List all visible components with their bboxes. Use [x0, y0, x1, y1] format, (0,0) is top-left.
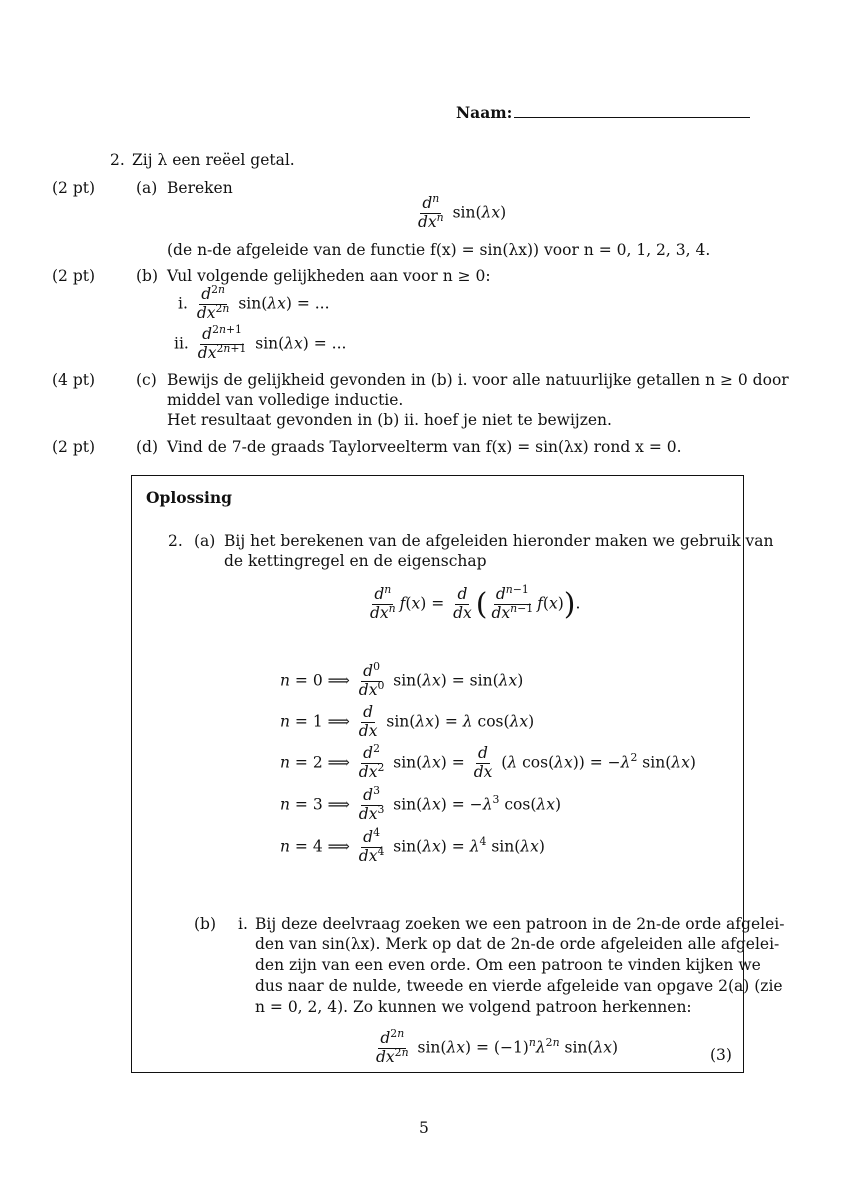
derivative-n3: n = 3 ⟹ $\frac{d^3}{dx^3}$ $\sin(\lambda x) = -\lambda^3$ cos(λx) [280, 783, 562, 823]
label-b: (b) [136, 267, 159, 285]
name-field [456, 103, 750, 123]
solution-a-text2: de kettingregel en de eigenschap [224, 552, 487, 570]
solution-b-line5: n = 0, 2, 4). Zo kunnen we volgend patroon herkennen: [255, 998, 692, 1016]
text-c2: middel van volledige inductie. [167, 391, 404, 409]
derivative-n1: n = 1 ⟹ $\frac{d}{dx}$ sin(λx) = λ cos(λx) [280, 703, 535, 740]
question-number: 2. [110, 151, 125, 169]
note-a: (de n-de afgeleide van de functie f(x) = sin(λx)) voor n = 0, 1, 2, 3, 4. [167, 241, 711, 259]
chain-rule-formula: $\frac{d^n}{dx^n}$ f(x) = $\frac{d}{dx}$ ( $\frac{d^{n-1}}{dx^{n-1}}$ f(x)). [370, 583, 581, 622]
name-line [514, 103, 750, 118]
text-d: Vind de 7-de graads Taylorveelterm van f(x) = sin(λx) rond x = 0. [167, 438, 682, 456]
b-i-label: i. [178, 294, 188, 313]
solution-b-i: i. [238, 915, 248, 933]
solution-a-label: (a) [194, 532, 216, 550]
label-d: (d) [136, 438, 159, 456]
derivative-n4: n = 4 ⟹ $\frac{d^4}{dx^4}$ $\sin(\lambda x) = \lambda^4$ sin(λx) [280, 825, 545, 865]
points-c: (4 pt) [52, 371, 96, 389]
equation-number: (3) [710, 1046, 732, 1064]
label-c: (c) [136, 371, 157, 389]
b-item-i: i. $\frac{d^{2n}}{dx^{2n}}$ sin(λx) = ... [178, 282, 330, 322]
text-c3: Het resultaat gevonden in (b) ii. hoef je niet te bewijzen. [167, 411, 612, 429]
name-label: Naam: [456, 103, 513, 122]
points-b: (2 pt) [52, 267, 96, 285]
points-d: (2 pt) [52, 438, 96, 456]
solution-number: 2. [168, 532, 183, 550]
pattern-formula: $\frac{d^{2n}}{dx^{2n}}$ $\sin(\lambda x) = (-1)^n\lambda^{2n}$ sin(λx) [376, 1026, 619, 1066]
solution-b-line1: Bij deze deelvraag zoeken we een patroon in de 2n-de orde afgelei- [255, 915, 785, 933]
text-c1: Bewijs de gelijkheid gevonden in (b) i. voor alle natuurlijke getallen n ≥ 0 door [167, 371, 789, 389]
b-ii-label: ii. [174, 334, 189, 353]
text-a: Bereken [167, 179, 233, 197]
solution-b-label: (b) [194, 915, 217, 933]
b-item-ii: ii. $\frac{d^{2n+1}}{dx^{2n+1}}$ sin(λx) = ... [174, 322, 347, 362]
solution-b-line2: den van sin(λx). Merk op dat de 2n-de orde afgeleiden alle afgelei- [255, 935, 780, 953]
derivative-n2: n = 2 ⟹ $\frac{d^2}{dx^2}$ sin(λx) = $\frac{d}{dx}$ (λ $\cos(\lambda x)) = -\lambda^2$ sin(λx) [280, 741, 696, 781]
solution-a-text1: Bij het berekenen van de afgeleiden hieronder maken we gebruik van [224, 532, 774, 550]
text-b: Vul volgende gelijkheden aan voor n ≥ 0: [167, 267, 491, 285]
formula-a: $\frac{d^n}{dx^n}$ sin(λx) [418, 191, 507, 231]
solution-b-line4: dus naar de nulde, tweede en vierde afgeleide van opgave 2(a) (zie [255, 977, 783, 995]
label-a: (a) [136, 179, 158, 197]
question-intro: Zij λ een reëel getal. [132, 151, 295, 169]
page-number: 5 [419, 1119, 429, 1137]
points-a: (2 pt) [52, 179, 96, 197]
solution-title: Oplossing [146, 488, 233, 507]
solution-b-line3: den zijn van een even orde. Om een patroon te vinden kijken we [255, 956, 761, 974]
derivative-n0: n = 0 ⟹ $\frac{d^0}{dx^0}$ sin(λx) = sin(λx) [280, 659, 524, 699]
